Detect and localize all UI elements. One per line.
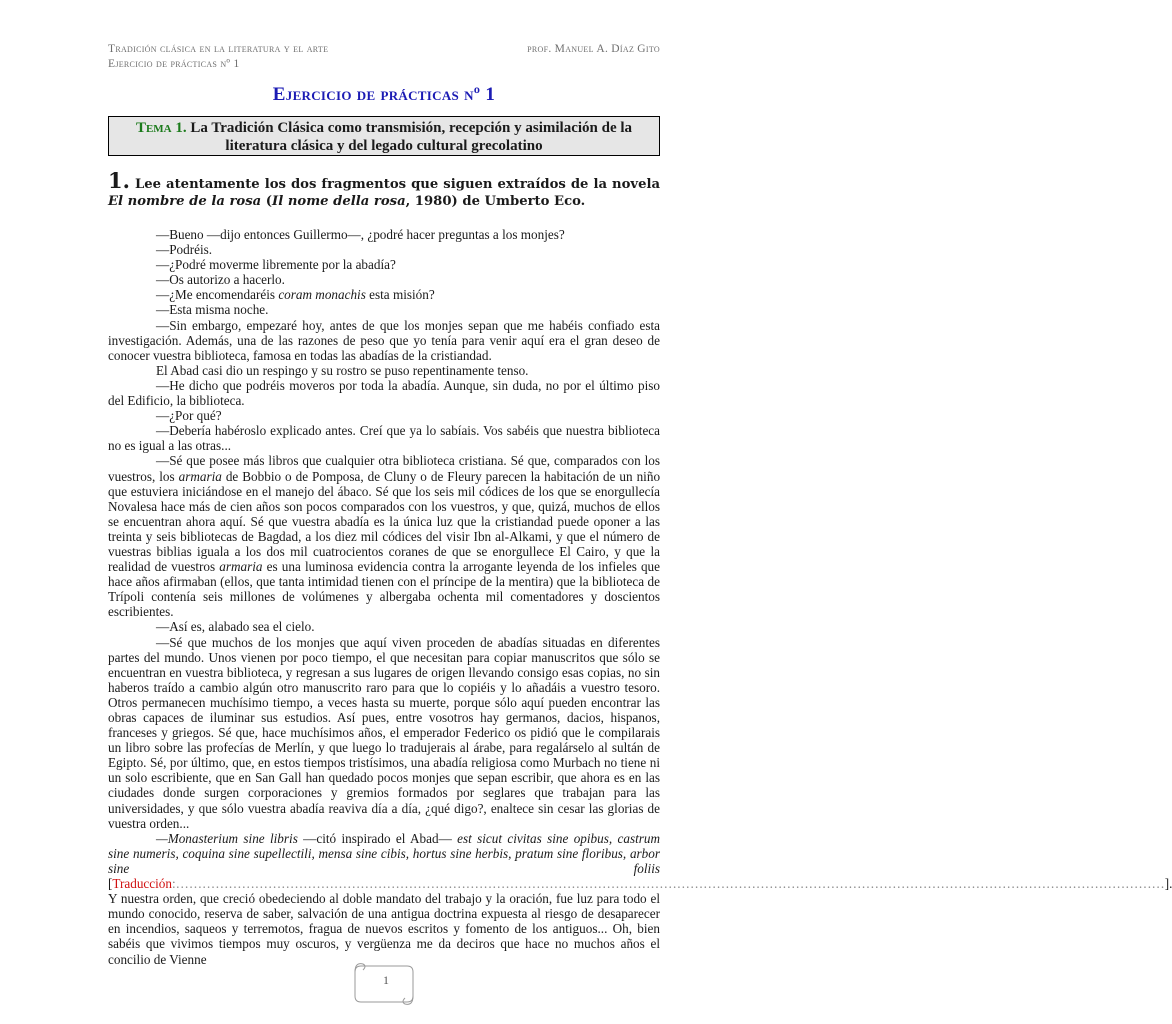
- paragraph-5: —Debería habéroslo explicado antes. Creí que ya lo sabíais. Vos sabéis que nuestra biblioteca no es igual a las otras...: [108, 423, 660, 454]
- question-1: [108, 168, 661, 210]
- p9-tail: ]. Y nuestra orden, que creció obedeciendo al doble mandato del trabajo y la oración, fue luz para todo el mundo conocido, reserva de saber, salvación de una antigua doctrina expuesta al riesgo de desaparecer en incendios, saqueos y terremotos, fragua de nuevos escritos y fomento de los antiguos... Oh, bien sabéis que vivimos tiempos muy oscuros, y vergüenza me da deciros que hace no muchos años el concilio de Vienne: [108, 876, 1172, 967]
- header-course: Tradición clásica en la literatura y el arte: [108, 43, 329, 55]
- coram-a: —¿Me encomendaréis: [156, 287, 276, 303]
- dialogue-line-1: —Bueno —dijo entonces Guillermo—, ¿podré hacer preguntas a los monjes?: [156, 227, 565, 242]
- p9-latin-1: —Monasterium sine libris: [156, 830, 298, 846]
- page-number: 1: [383, 973, 389, 987]
- paragraph-1: —Sin embargo, empezaré hoy, antes de que los monjes sepan que me habéis confiado esta investigación. Además, una de las razones de peso que yo tenía para venir aquí era el gran deseo de conocer vuestra biblioteca, famosa en todas las abadías de la cristiandad.: [108, 317, 660, 363]
- tema-box: [108, 116, 660, 156]
- header-exercise: Ejercicio de prácticas nº 1: [108, 58, 240, 70]
- p9-bracket: [: [108, 876, 113, 892]
- question-title-es: El nombre de la rosa: [108, 194, 262, 209]
- p6-armaria-2: armaria: [219, 559, 263, 575]
- question-number: 1.: [108, 168, 130, 193]
- tema-text: La Tradición Clásica como transmisión, recepción y asimilación de la literatura clásica y del legado cultural grecolatino: [190, 120, 633, 154]
- question-paren: (: [265, 194, 273, 209]
- coram-latin: coram monachis: [278, 287, 366, 303]
- p6-b: de Bobbio o de Pomposa, de Cluny o de Fleury parecen la habitación de un niño que estuviera iniciándose en el manejo del ábaco. Sé que los seis mil códices de los que se enorgullecía Novalesa hace más de cien años son pocos comparados con los vuestros, y que, quizá, muchos de ellos se encuentran ahora aquí. Sé que vuestra abadía es la única luz que la cristiandad puede oponer a las treinta y seis bibliotecas de Bagdad, a los diez mil códices del visir Ibn al-Alkami, y que el número de vuestras biblias iguala a los dos mil cuatrocientos coranes de que se enorgullece El Cairo, y que la realidad de vuestros: [108, 468, 661, 575]
- paragraph-3: —He dicho que podréis moveros por toda la abadía. Aunque, sin duda, no por el último piso del Edificio, la biblioteca.: [108, 377, 660, 409]
- paragraph-6: [108, 453, 660, 619]
- page-title: Ejercicio de prácticas nº 1: [272, 84, 496, 105]
- header-professor: prof. Manuel A. Díaz Gito: [527, 43, 660, 55]
- dialogue-line-coram: [108, 287, 660, 302]
- page-number-scroll: [349, 958, 419, 1006]
- p9-latin-2: est sicut civitas sine opibus, castrum sine numeris, coquina sine supellectili, mensa sine cibis, hortus sine herbis, pratum sine floribus, arbor sine foliis: [108, 830, 661, 876]
- excerpt-body: [108, 227, 1172, 967]
- dialogue-line-2: —Podréis.: [156, 242, 213, 258]
- dialogue-line-noche: —Esta misma noche.: [156, 302, 269, 318]
- tema-label: Tema 1.: [135, 120, 187, 136]
- paragraph-9: [108, 830, 1172, 967]
- question-text-a: Lee atentamente los dos fragmentos que siguen extraídos de la novela: [134, 177, 661, 192]
- question-title-it: Il nome della rosa: [272, 194, 406, 209]
- dialogue-line-4: —Os autorizo a hacerlo.: [156, 272, 285, 288]
- dialogue-line-3: —¿Podré moverme libremente por la abadía?: [156, 257, 396, 273]
- translation-blank[interactable]: :………………………………………………………………………………………………………………………………………………………………………………………………………: [172, 876, 1165, 892]
- running-header: [108, 42, 660, 72]
- coram-c: esta misión?: [369, 287, 435, 303]
- paragraph-2: El Abad casi dio un respingo y su rostro se puso repentinamente tenso.: [156, 362, 529, 378]
- paragraph-7: —Así es, alabado sea el cielo.: [156, 619, 315, 635]
- question-text-b: , 1980) de Umberto Eco.: [405, 194, 586, 209]
- translation-field-label[interactable]: Traducción: [112, 876, 172, 892]
- p6-c: es una luminosa evidencia contra la arrogante leyenda de los infieles que hace años afirmaban (ellos, que tanta intimidad tienen con el príncipe de la mentira) que la biblioteca de Trípoli contenía seis millones de volúmenes y albergaba ochenta mil comentadores y doscientos escribientes.: [108, 559, 660, 620]
- paragraph-8: —Sé que muchos de los monjes que aquí viven proceden de abadías situadas en diferentes partes del mundo. Unos vienen por poco tiempo, el que necesitan para copiar manuscritos que sólo se encuentran en vuestra biblioteca, y regresan a sus lugares de origen llevando consigo esas copias, no sin haberos traído a cambio algún otro manuscrito raro para que lo copiéis y lo añadáis a vuestro tesoro. Otros permanecen muchísimo tiempo, a veces hasta su muerte, porque sólo aquí pueden encontrar las obras capaces de iluminar sus estudios. Así pues, entre vosotros hay germanos, dacios, hispanos, franceses y griegos. Sé que, hace muchísimos años, el emperador Federico os pidió que le compilarais un libro sobre las profecías de Merlín, y que luego lo tradujerais al árabe, para regalárselo al sultán de Egipto. Sé, por último, que, en estos tiempos tristísimos, una abadía religiosa como Murbach no tiene ni un solo escribiente, que en San Gall han quedado pocos monjes que sepan escribir, que ahora es en las ciudades donde surgen corporaciones y gremios formados por seglares que trabajan para las universidades, y que sólo vuestra abadía reaviva día a día, ¿qué digo?, enaltece sin cesar las glorias de vuestra orden...: [108, 634, 660, 831]
- p6-armaria-1: armaria: [178, 468, 222, 484]
- paragraph-4: —¿Por qué?: [156, 408, 222, 424]
- p9-mid: —citó inspirado el Abad—: [303, 830, 452, 846]
- p6-a: —Sé que posee más libros que cualquier otra biblioteca cristiana. Sé que, comparados con los vuestros, los: [108, 453, 660, 484]
